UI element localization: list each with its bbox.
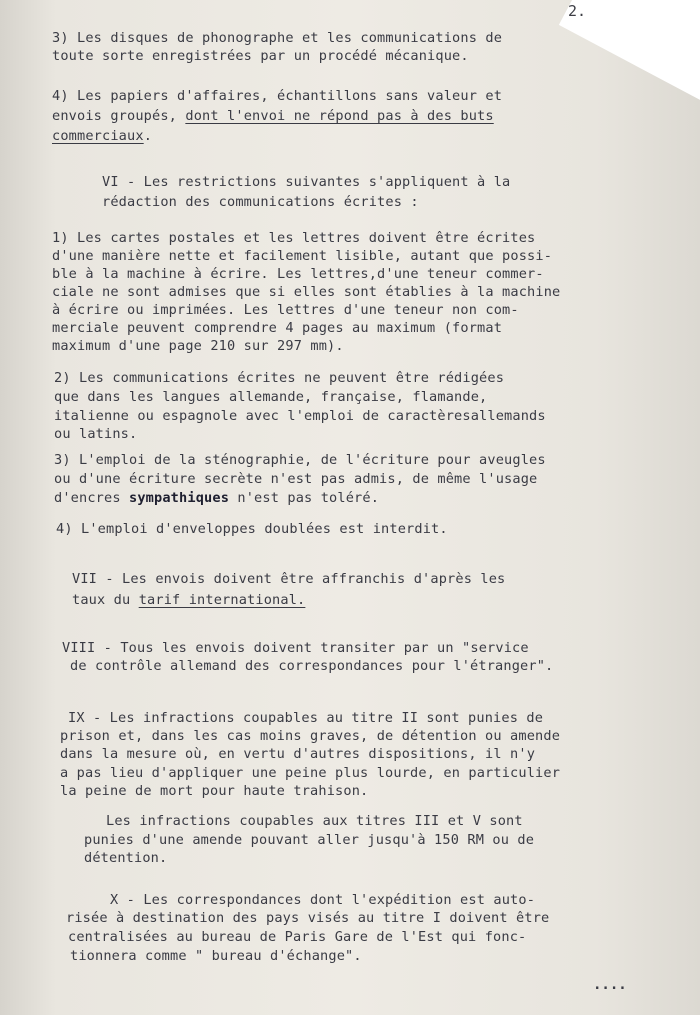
text-line: ou latins. [54,426,138,442]
underlined-text: commerciaux [52,128,144,144]
text-line: VII - Les envois doivent être affranchis d'après les [72,571,506,587]
text-line: détention. [84,850,168,866]
text-line: 4) L'emploi d'enveloppes doublées est interdit. [56,521,448,537]
text-line: merciale peuvent comprendre 4 pages au maximum (format [52,320,503,336]
page-number: 2. [568,2,587,20]
text-line: rédaction des communications écrites : [102,194,419,210]
text-line: la peine de mort pour haute trahison. [60,783,369,799]
text-line: X - Les correspondances dont l'expédition est auto- [110,892,536,908]
text-line: IX - Les infractions coupables au titre II sont punies de [68,710,544,726]
bold-word: sympathiques [129,490,230,506]
text-run: taux du [72,592,139,608]
text-line: ciale ne sont admises que si elles sont établies à la machine [52,284,561,300]
text-line: de contrôle allemand des correspondances pour l'étranger". [70,658,554,674]
continuation-mark: .... [593,977,627,993]
text-line: maximum d'une page 210 sur 297 mm). [52,338,344,354]
text-line: a pas lieu d'appliquer une peine plus lourde, en particulier [60,765,561,781]
text-line: Les infractions coupables aux titres III et V sont [106,813,523,829]
text-line: à écrire ou imprimées. Les lettres d'une teneur non com- [52,302,519,318]
text-line: 3) Les disques de phonographe et les communications de [52,30,503,46]
text-line [54,490,379,506]
text-line: ou d'une écriture secrète n'est pas admis, de même l'usage [54,471,538,487]
text-line: risée à destination des pays visés au titre I doivent être [66,910,550,926]
text-run: n'est pas toléré. [229,490,380,506]
text-line: ble à la machine à écrire. Les lettres,d'une teneur commer- [52,266,544,282]
text-line [72,592,305,608]
underlined-text: tarif international. [138,592,306,608]
text-line: 4) Les papiers d'affaires, échantillons sans valeur et [52,88,503,104]
text-line [52,128,152,144]
text-line: prison et, dans les cas moins graves, de détention ou amende [60,728,561,744]
text-line: 2) Les communications écrites ne peuvent être rédigées [54,370,505,386]
text-line: d'une manière nette et facilement lisible, autant que possi- [52,248,553,264]
text-line: 3) L'emploi de la sténographie, de l'écriture pour aveugles [54,452,546,468]
text-line: punies d'une amende pouvant aller jusqu'à 150 RM ou de [84,832,535,848]
text-line: centralisées au bureau de Paris Gare de l'Est qui fonc- [68,929,527,945]
text-line: dans la mesure où, en vertu d'autres dispositions, il n'y [60,746,536,762]
text-line: que dans les langues allemande, française, flamande, [54,389,488,405]
text-line: italienne ou espagnole avec l'emploi de caractèresallemands [54,408,546,424]
text-line [52,108,494,124]
text-line: toute sorte enregistrées par un procédé mécanique. [52,48,469,64]
text-run: d'encres [54,490,130,506]
text-line: VIII - Tous les envois doivent transiter par un "service [62,640,529,656]
underlined-text: dont l'envoi ne répond pas à des buts [185,108,494,124]
text-run: envois groupés, [52,108,186,124]
text-line: VI - Les restrictions suivantes s'appliquent à la [102,174,511,190]
text-run: . [143,128,153,144]
text-line: tionnera comme " bureau d'échange". [70,948,362,964]
text-line: 1) Les cartes postales et les lettres doivent être écrites [52,230,536,246]
